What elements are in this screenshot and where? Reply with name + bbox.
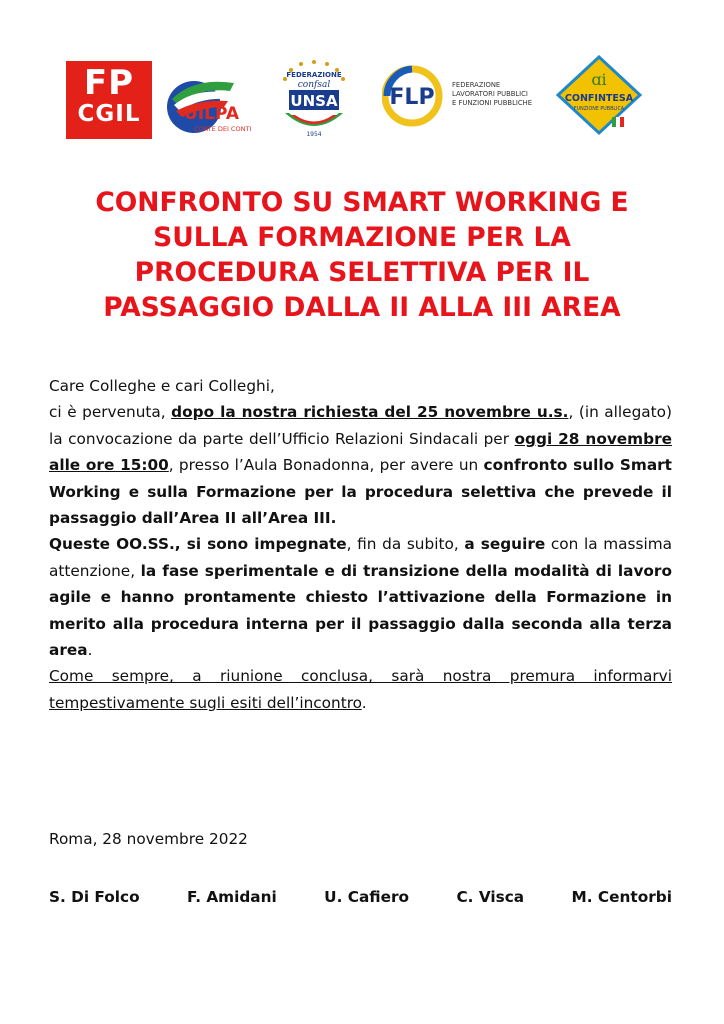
- flp-logo-line1: FEDERAZIONE: [452, 81, 501, 89]
- signatures-row: [49, 888, 672, 906]
- text-span: con la massima attenzione,: [49, 535, 672, 580]
- closing-underlined-text: Come sempre, a riunione conclusa, sarà nostra premura informarvi tempestivamente sugli esiti dell’incontro: [49, 667, 672, 712]
- uilpa-logo-name: UILPA: [184, 104, 240, 124]
- meeting-time-text: oggi 28 novembre alle ore 15:00: [49, 429, 672, 475]
- signature-name: U. Cafiero: [324, 888, 410, 906]
- fp-cgil-logo-line2: CGIL: [77, 101, 141, 127]
- signature-name: F. Amidani: [187, 888, 277, 906]
- signature-name: S. Di Folco: [49, 888, 140, 906]
- uilpa-logo-sub: CORTE DEI CONTI: [194, 125, 252, 133]
- confintesa-leaf-icon: ɑi: [591, 70, 607, 89]
- flp-logo: [382, 63, 542, 129]
- signature-name: M. Centorbi: [571, 888, 672, 906]
- confintesa-logo-sub: FUNZIONE PUBBLICA: [573, 107, 625, 112]
- confintesa-logo: [554, 55, 644, 137]
- paragraph-convocation: [49, 399, 672, 531]
- uilpa-logo: [164, 69, 256, 135]
- paragraph-closing: [49, 663, 672, 716]
- bold-span: Queste OO.SS., si sono impegnate: [49, 535, 347, 554]
- signature-name: C. Visca: [456, 888, 525, 906]
- text-span: , fin da subito,: [346, 535, 465, 554]
- letter-body: [49, 373, 672, 716]
- unsa-logo-year: 1954: [306, 131, 322, 138]
- bold-span: a seguire: [464, 535, 546, 554]
- text-span: , presso l’Aula Bonadonna, per avere un: [168, 456, 484, 475]
- fp-cgil-logo: [66, 61, 152, 139]
- fp-cgil-logo-line1: FP: [83, 63, 135, 103]
- text-span: ci è pervenuta,: [49, 403, 172, 422]
- place-date: Roma, 28 novembre 2022: [49, 830, 248, 848]
- paragraph-commitment: [49, 531, 672, 663]
- confintesa-logo-name: CONFINTESA: [564, 93, 634, 104]
- title-line: CONFRONTO SU SMART WORKING E: [95, 187, 629, 218]
- text-span: .: [87, 641, 93, 660]
- title-line: PROCEDURA SELETTIVA PER IL: [134, 257, 590, 288]
- document-title: [40, 185, 684, 325]
- text-span: , (in allegato) la convocazione da parte dell’Ufficio Relazioni Sindacali per: [49, 403, 672, 448]
- logos-row: [64, 55, 664, 140]
- flp-logo-name: FLP: [389, 85, 435, 110]
- unsa-logo-middle: confsal: [297, 80, 331, 90]
- meeting-topic-text: confronto sullo Smart Working e sulla Formazione per la procedura selettiva che prevede il passaggio dall’Area II all’Area III.: [49, 456, 672, 528]
- title-line: PASSAGGIO DALLA II ALLA III AREA: [103, 292, 621, 323]
- flp-logo-line2: LAVORATORI PUBBLICI: [452, 90, 528, 98]
- greeting: Care Colleghe e cari Colleghi,: [49, 377, 275, 395]
- request-date-text: dopo la nostra richiesta del 25 novembre u.s.: [171, 403, 569, 422]
- unsa-logo-top: FEDERAZIONE: [286, 71, 342, 79]
- flp-logo-line3: E FUNZIONI PUBBLICHE: [452, 99, 533, 107]
- title-line: SULLA FORMAZIONE PER LA: [153, 222, 571, 253]
- bold-span: la fase sperimentale e di transizione della modalità di lavoro agile e hanno prontamente chiesto l’attivazione della Formazione in merito alla procedura interna per il passaggio dalla seconda alla terza area: [49, 561, 672, 660]
- text-span: .: [361, 693, 367, 712]
- unsa-logo: [271, 57, 357, 139]
- unsa-logo-name: UNSA: [290, 92, 338, 110]
